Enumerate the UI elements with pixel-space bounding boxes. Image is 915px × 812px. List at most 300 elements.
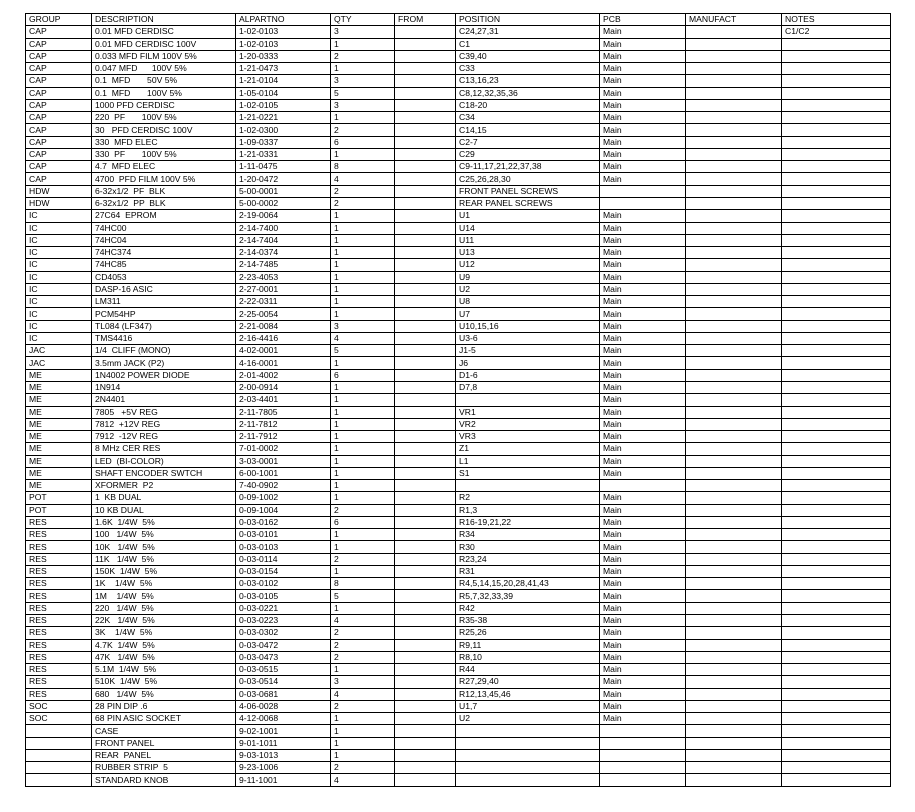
cell-from: [395, 602, 456, 614]
cell-group: IC: [26, 320, 92, 332]
header-notes: NOTES: [782, 14, 891, 26]
cell-notes: [782, 406, 891, 418]
cell-position: R4,5,14,15,20,28,41,43: [456, 578, 600, 590]
cell-pcb: Main: [600, 26, 686, 38]
cell-alpartno: 2-16-4416: [236, 332, 331, 344]
cell-manufact: [686, 381, 782, 393]
table-row: [26, 664, 891, 676]
cell-description: SHAFT ENCODER SWTCH: [92, 467, 236, 479]
cell-pcb: Main: [600, 357, 686, 369]
cell-notes: [782, 38, 891, 50]
cell-pcb: [600, 737, 686, 749]
table-row: [26, 700, 891, 712]
cell-group: ME: [26, 455, 92, 467]
cell-from: [395, 394, 456, 406]
cell-position: R23,24: [456, 553, 600, 565]
cell-position: R42: [456, 602, 600, 614]
cell-alpartno: 1-20-0472: [236, 173, 331, 185]
cell-alpartno: 1-21-0221: [236, 112, 331, 124]
cell-notes: [782, 713, 891, 725]
cell-group: POT: [26, 504, 92, 516]
cell-position: C24,27,31: [456, 26, 600, 38]
cell-manufact: [686, 112, 782, 124]
cell-from: [395, 443, 456, 455]
cell-alpartno: 5-00-0001: [236, 185, 331, 197]
cell-qty: 3: [331, 26, 395, 38]
cell-from: [395, 234, 456, 246]
cell-alpartno: 0-09-1004: [236, 504, 331, 516]
cell-notes: [782, 749, 891, 761]
cell-description: 4.7K 1/4W 5%: [92, 639, 236, 651]
cell-notes: [782, 173, 891, 185]
table-row: [26, 381, 891, 393]
cell-pcb: Main: [600, 247, 686, 259]
cell-from: [395, 283, 456, 295]
cell-notes: [782, 565, 891, 577]
cell-notes: [782, 615, 891, 627]
cell-qty: 1: [331, 283, 395, 295]
cell-alpartno: 0-03-0102: [236, 578, 331, 590]
cell-from: [395, 247, 456, 259]
cell-description: XFORMER P2: [92, 480, 236, 492]
cell-group: ME: [26, 406, 92, 418]
cell-position: R25,26: [456, 627, 600, 639]
cell-manufact: [686, 467, 782, 479]
cell-pcb: Main: [600, 234, 686, 246]
table-row: [26, 541, 891, 553]
cell-qty: 1: [331, 234, 395, 246]
cell-manufact: [686, 173, 782, 185]
cell-notes: [782, 75, 891, 87]
cell-pcb: Main: [600, 467, 686, 479]
cell-group: IC: [26, 308, 92, 320]
cell-from: [395, 431, 456, 443]
cell-from: [395, 50, 456, 62]
cell-position: U3-6: [456, 332, 600, 344]
cell-description: CASE: [92, 725, 236, 737]
cell-notes: [782, 516, 891, 528]
cell-manufact: [686, 492, 782, 504]
cell-description: PCM54HP: [92, 308, 236, 320]
cell-pcb: Main: [600, 578, 686, 590]
cell-from: [395, 700, 456, 712]
cell-qty: 3: [331, 99, 395, 111]
cell-manufact: [686, 99, 782, 111]
cell-notes: [782, 136, 891, 148]
cell-position: R9,11: [456, 639, 600, 651]
cell-alpartno: 1-05-0104: [236, 87, 331, 99]
cell-pcb: Main: [600, 418, 686, 430]
cell-group: IC: [26, 210, 92, 222]
cell-description: 47K 1/4W 5%: [92, 651, 236, 663]
cell-alpartno: 7-01-0002: [236, 443, 331, 455]
cell-manufact: [686, 418, 782, 430]
cell-alpartno: 0-03-0472: [236, 639, 331, 651]
cell-qty: 1: [331, 443, 395, 455]
cell-from: [395, 774, 456, 786]
cell-from: [395, 504, 456, 516]
table-row: [26, 467, 891, 479]
cell-from: [395, 161, 456, 173]
cell-qty: 6: [331, 369, 395, 381]
cell-qty: 1: [331, 259, 395, 271]
cell-alpartno: 2-14-0374: [236, 247, 331, 259]
cell-qty: 1: [331, 394, 395, 406]
cell-position: [456, 480, 600, 492]
cell-alpartno: 0-03-0302: [236, 627, 331, 639]
cell-manufact: [686, 38, 782, 50]
cell-qty: 2: [331, 124, 395, 136]
table-row: [26, 271, 891, 283]
cell-group: IC: [26, 283, 92, 295]
cell-alpartno: 0-03-0105: [236, 590, 331, 602]
cell-qty: 1: [331, 602, 395, 614]
cell-pcb: Main: [600, 431, 686, 443]
cell-from: [395, 418, 456, 430]
cell-pcb: [600, 774, 686, 786]
cell-description: FRONT PANEL: [92, 737, 236, 749]
table-row: [26, 173, 891, 185]
cell-group: CAP: [26, 26, 92, 38]
cell-notes: [782, 725, 891, 737]
table-row: [26, 688, 891, 700]
cell-description: 680 1/4W 5%: [92, 688, 236, 700]
cell-description: 2N4401: [92, 394, 236, 406]
cell-group: RES: [26, 578, 92, 590]
table-row: [26, 136, 891, 148]
cell-qty: 8: [331, 161, 395, 173]
header-position: POSITION: [456, 14, 600, 26]
cell-qty: 1: [331, 406, 395, 418]
cell-group: ME: [26, 431, 92, 443]
cell-manufact: [686, 516, 782, 528]
cell-group: CAP: [26, 87, 92, 99]
cell-from: [395, 713, 456, 725]
cell-position: U11: [456, 234, 600, 246]
cell-manufact: [686, 565, 782, 577]
table-row: [26, 369, 891, 381]
cell-notes: [782, 529, 891, 541]
cell-pcb: Main: [600, 296, 686, 308]
cell-group: IC: [26, 247, 92, 259]
table-row: [26, 197, 891, 209]
cell-from: [395, 516, 456, 528]
cell-from: [395, 87, 456, 99]
cell-alpartno: 0-03-0114: [236, 553, 331, 565]
cell-group: CAP: [26, 136, 92, 148]
cell-description: 330 PF 100V 5%: [92, 148, 236, 160]
cell-from: [395, 308, 456, 320]
cell-qty: 3: [331, 75, 395, 87]
cell-group: IC: [26, 259, 92, 271]
cell-alpartno: 2-14-7404: [236, 234, 331, 246]
cell-description: 1.6K 1/4W 5%: [92, 516, 236, 528]
cell-alpartno: 0-03-0221: [236, 602, 331, 614]
table-row: [26, 185, 891, 197]
cell-group: IC: [26, 234, 92, 246]
cell-manufact: [686, 185, 782, 197]
cell-description: 7805 +5V REG: [92, 406, 236, 418]
cell-group: [26, 737, 92, 749]
cell-description: 220 PF 100V 5%: [92, 112, 236, 124]
cell-alpartno: 1-02-0103: [236, 38, 331, 50]
cell-qty: 2: [331, 627, 395, 639]
cell-qty: 2: [331, 639, 395, 651]
cell-from: [395, 762, 456, 774]
cell-from: [395, 529, 456, 541]
cell-notes: [782, 590, 891, 602]
cell-manufact: [686, 210, 782, 222]
cell-position: U8: [456, 296, 600, 308]
cell-position: REAR PANEL SCREWS: [456, 197, 600, 209]
table-row: [26, 443, 891, 455]
cell-description: 1N914: [92, 381, 236, 393]
cell-position: VR3: [456, 431, 600, 443]
cell-position: R5,7,32,33,39: [456, 590, 600, 602]
cell-pcb: Main: [600, 271, 686, 283]
cell-qty: 1: [331, 38, 395, 50]
cell-from: [395, 590, 456, 602]
cell-qty: 4: [331, 688, 395, 700]
cell-qty: 6: [331, 136, 395, 148]
cell-notes: [782, 480, 891, 492]
cell-manufact: [686, 713, 782, 725]
cell-notes: [782, 651, 891, 663]
cell-alpartno: 2-27-0001: [236, 283, 331, 295]
cell-manufact: [686, 63, 782, 75]
cell-qty: 1: [331, 271, 395, 283]
cell-from: [395, 455, 456, 467]
cell-pcb: Main: [600, 136, 686, 148]
cell-manufact: [686, 283, 782, 295]
cell-from: [395, 676, 456, 688]
cell-description: 3.5mm JACK (P2): [92, 357, 236, 369]
cell-alpartno: 0-09-1002: [236, 492, 331, 504]
table-row: [26, 259, 891, 271]
cell-group: RES: [26, 590, 92, 602]
cell-pcb: Main: [600, 308, 686, 320]
cell-qty: 1: [331, 357, 395, 369]
cell-pcb: Main: [600, 112, 686, 124]
cell-group: IC: [26, 332, 92, 344]
cell-manufact: [686, 50, 782, 62]
cell-position: J1-5: [456, 345, 600, 357]
cell-from: [395, 725, 456, 737]
cell-position: L1: [456, 455, 600, 467]
cell-group: CAP: [26, 99, 92, 111]
cell-qty: 3: [331, 320, 395, 332]
cell-description: 74HC00: [92, 222, 236, 234]
cell-pcb: Main: [600, 590, 686, 602]
cell-position: C18-20: [456, 99, 600, 111]
cell-from: [395, 63, 456, 75]
cell-position: U12: [456, 259, 600, 271]
cell-pcb: Main: [600, 504, 686, 516]
cell-notes: C1/C2: [782, 26, 891, 38]
cell-group: ME: [26, 418, 92, 430]
table-row: [26, 602, 891, 614]
cell-pcb: Main: [600, 455, 686, 467]
cell-manufact: [686, 443, 782, 455]
cell-notes: [782, 541, 891, 553]
cell-notes: [782, 234, 891, 246]
cell-alpartno: 4-16-0001: [236, 357, 331, 369]
table-row: [26, 234, 891, 246]
cell-description: STANDARD KNOB: [92, 774, 236, 786]
header-qty: QTY: [331, 14, 395, 26]
cell-pcb: Main: [600, 553, 686, 565]
cell-notes: [782, 504, 891, 516]
table-row: [26, 639, 891, 651]
cell-pcb: [600, 749, 686, 761]
table-row: [26, 63, 891, 75]
cell-alpartno: 4-02-0001: [236, 345, 331, 357]
cell-manufact: [686, 345, 782, 357]
cell-pcb: Main: [600, 259, 686, 271]
cell-group: [26, 762, 92, 774]
header-alpartno: ALPARTNO: [236, 14, 331, 26]
cell-position: S1: [456, 467, 600, 479]
cell-manufact: [686, 725, 782, 737]
cell-notes: [782, 639, 891, 651]
cell-notes: [782, 394, 891, 406]
table-row: [26, 504, 891, 516]
cell-from: [395, 615, 456, 627]
cell-manufact: [686, 308, 782, 320]
cell-from: [395, 26, 456, 38]
cell-group: ME: [26, 381, 92, 393]
cell-manufact: [686, 639, 782, 651]
cell-description: 0.1 MFD 100V 5%: [92, 87, 236, 99]
table-row: [26, 529, 891, 541]
table-row: [26, 725, 891, 737]
cell-pcb: Main: [600, 529, 686, 541]
cell-qty: 1: [331, 664, 395, 676]
table-row: [26, 87, 891, 99]
cell-notes: [782, 627, 891, 639]
cell-qty: 2: [331, 762, 395, 774]
cell-notes: [782, 700, 891, 712]
cell-from: [395, 541, 456, 553]
table-row: [26, 492, 891, 504]
cell-description: 11K 1/4W 5%: [92, 553, 236, 565]
cell-notes: [782, 369, 891, 381]
cell-notes: [782, 357, 891, 369]
cell-qty: 1: [331, 431, 395, 443]
cell-pcb: Main: [600, 173, 686, 185]
cell-qty: 6: [331, 516, 395, 528]
table-row: [26, 406, 891, 418]
cell-manufact: [686, 26, 782, 38]
cell-qty: 1: [331, 222, 395, 234]
cell-qty: 1: [331, 467, 395, 479]
cell-qty: 4: [331, 332, 395, 344]
cell-manufact: [686, 504, 782, 516]
cell-alpartno: 0-03-0473: [236, 651, 331, 663]
cell-description: 4.7 MFD ELEC: [92, 161, 236, 173]
cell-qty: 1: [331, 529, 395, 541]
cell-group: CAP: [26, 50, 92, 62]
table-row: [26, 50, 891, 62]
cell-description: 4700 PFD FILM 100V 5%: [92, 173, 236, 185]
cell-qty: 5: [331, 345, 395, 357]
cell-alpartno: 3-03-0001: [236, 455, 331, 467]
cell-pcb: Main: [600, 541, 686, 553]
table-row: [26, 332, 891, 344]
header-description: DESCRIPTION: [92, 14, 236, 26]
table-row: [26, 247, 891, 259]
table-row: [26, 749, 891, 761]
cell-notes: [782, 87, 891, 99]
cell-group: RES: [26, 602, 92, 614]
cell-from: [395, 222, 456, 234]
cell-alpartno: 0-03-0681: [236, 688, 331, 700]
cell-position: R44: [456, 664, 600, 676]
cell-group: CAP: [26, 148, 92, 160]
cell-group: CAP: [26, 112, 92, 124]
cell-position: C13,16,23: [456, 75, 600, 87]
table-row: [26, 676, 891, 688]
cell-pcb: Main: [600, 369, 686, 381]
cell-manufact: [686, 75, 782, 87]
table-row: [26, 737, 891, 749]
cell-description: 1000 PFD CERDISC: [92, 99, 236, 111]
cell-pcb: Main: [600, 394, 686, 406]
table-row: [26, 357, 891, 369]
cell-alpartno: 2-11-7812: [236, 418, 331, 430]
cell-qty: 1: [331, 308, 395, 320]
cell-pcb: [600, 480, 686, 492]
cell-position: U2: [456, 283, 600, 295]
cell-qty: 4: [331, 774, 395, 786]
cell-position: VR2: [456, 418, 600, 430]
cell-position: U2: [456, 713, 600, 725]
table-row: [26, 345, 891, 357]
cell-description: 10 KB DUAL: [92, 504, 236, 516]
cell-alpartno: 7-40-0902: [236, 480, 331, 492]
cell-manufact: [686, 627, 782, 639]
cell-pcb: Main: [600, 99, 686, 111]
cell-pcb: Main: [600, 713, 686, 725]
cell-manufact: [686, 602, 782, 614]
cell-position: R31: [456, 565, 600, 577]
cell-position: C25,26,28,30: [456, 173, 600, 185]
cell-manufact: [686, 271, 782, 283]
cell-pcb: Main: [600, 615, 686, 627]
cell-qty: 1: [331, 418, 395, 430]
table-row: [26, 455, 891, 467]
cell-from: [395, 578, 456, 590]
cell-position: [456, 394, 600, 406]
cell-manufact: [686, 553, 782, 565]
cell-notes: [782, 492, 891, 504]
cell-qty: 8: [331, 578, 395, 590]
table-row: [26, 222, 891, 234]
cell-manufact: [686, 332, 782, 344]
cell-position: D7,8: [456, 381, 600, 393]
cell-qty: 1: [331, 112, 395, 124]
table-row: [26, 210, 891, 222]
cell-position: C34: [456, 112, 600, 124]
cell-from: [395, 148, 456, 160]
cell-qty: 1: [331, 148, 395, 160]
cell-group: HDW: [26, 185, 92, 197]
cell-description: 1M 1/4W 5%: [92, 590, 236, 602]
cell-notes: [782, 418, 891, 430]
cell-alpartno: 9-11-1001: [236, 774, 331, 786]
cell-position: VR1: [456, 406, 600, 418]
cell-group: JAC: [26, 345, 92, 357]
